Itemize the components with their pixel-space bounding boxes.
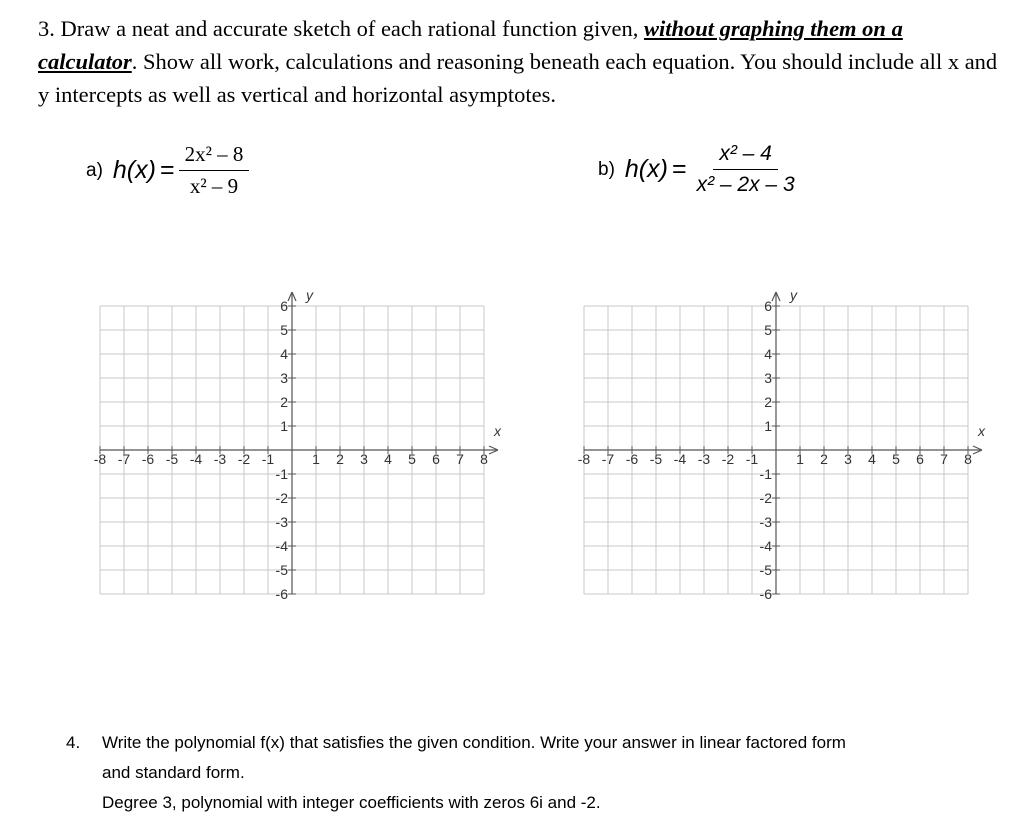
x-tick-label: -8 [93, 451, 107, 467]
x-tick-label: -6 [625, 451, 639, 467]
question-4-line-1: Write the polynomial f(x) that satisfies the given condition. Write your answer in linear factored form [102, 733, 846, 752]
y-tick-label: 5 [280, 322, 288, 338]
x-tick-label: 3 [360, 451, 368, 467]
y-tick-label: 2 [280, 394, 288, 410]
part-a-denominator: x² – 9 [189, 174, 239, 198]
x-tick-label: -7 [601, 451, 615, 467]
y-tick-label: 3 [280, 370, 288, 386]
x-tick-label: 6 [432, 451, 440, 467]
y-tick-label: -5 [759, 562, 772, 578]
x-tick-label: -5 [649, 451, 663, 467]
x-tick-label: 8 [964, 451, 972, 467]
part-b-equals: = [671, 155, 687, 183]
x-tick-label: -3 [697, 451, 711, 467]
question-4-prompt [66, 728, 996, 818]
x-tick-label: -6 [141, 451, 155, 467]
x-tick-label: -7 [117, 451, 131, 467]
x-tick-label: 6 [916, 451, 924, 467]
y-tick-label: 1 [764, 418, 772, 434]
x-tick-label: 7 [456, 451, 464, 467]
x-axis-label: x [494, 423, 501, 439]
x-axis-label: x [978, 423, 985, 439]
part-a-label: a) [86, 159, 103, 181]
question-3-emphasis: without graphing them on a calculator [38, 16, 903, 74]
x-tick-label: -5 [165, 451, 179, 467]
part-a-equals: = [159, 156, 175, 184]
y-tick-label: -5 [275, 562, 288, 578]
part-a-numerator: 2x² – 8 [179, 142, 250, 171]
x-tick-label: 8 [480, 451, 488, 467]
y-tick-label: -2 [759, 490, 772, 506]
part-b-label: b) [598, 158, 615, 180]
x-tick-label: -8 [577, 451, 591, 467]
part-b-function-name: h(x) [624, 155, 668, 183]
part-b-denominator: x² – 2x – 3 [696, 173, 795, 196]
x-tick-label: -2 [237, 451, 251, 467]
x-tick-label: 2 [336, 451, 344, 467]
y-tick-label: 6 [280, 298, 288, 314]
y-tick-label: 1 [280, 418, 288, 434]
x-tick-label: 5 [892, 451, 900, 467]
y-tick-label: -3 [275, 514, 288, 530]
y-tick-label: 3 [764, 370, 772, 386]
y-tick-label: 4 [764, 346, 772, 362]
x-tick-label: 7 [940, 451, 948, 467]
y-tick-label: -2 [275, 490, 288, 506]
y-tick-label: -4 [275, 538, 288, 554]
x-tick-label: 4 [384, 451, 392, 467]
question-4-number: 4. [66, 733, 81, 752]
question-4-line-3: Degree 3, polynomial with integer coefficients with zeros 6i and -2. [102, 793, 601, 812]
y-tick-label: 2 [764, 394, 772, 410]
y-tick-label: 6 [764, 298, 772, 314]
y-tick-label: -4 [759, 538, 772, 554]
question-4-line-2: and standard form. [102, 763, 245, 782]
y-tick-label: -6 [275, 586, 288, 602]
y-tick-label: 4 [280, 346, 288, 362]
question-3-rest: . Show all work, calculations and reasoning beneath each equation. You should include all x and y intercepts as well as vertical and horizontal asymptotes. [38, 49, 998, 107]
y-tick-label: -6 [759, 586, 772, 602]
y-tick-label: -1 [275, 466, 288, 482]
x-tick-label: 2 [820, 451, 828, 467]
y-axis-label: y [790, 287, 797, 303]
y-tick-label: -1 [759, 466, 772, 482]
x-tick-label: -3 [213, 451, 227, 467]
part-a-function-name: h(x) [112, 156, 156, 184]
x-tick-label: 3 [844, 451, 852, 467]
x-tick-label: -4 [189, 451, 203, 467]
x-tick-label: -1 [745, 451, 759, 467]
x-tick-label: -1 [261, 451, 275, 467]
y-tick-label: 5 [764, 322, 772, 338]
question-3-intro: 3. Draw a neat and accurate sketch of each rational function given, [38, 16, 644, 41]
x-tick-label: -4 [673, 451, 687, 467]
x-tick-label: -2 [721, 451, 735, 467]
x-tick-label: 4 [868, 451, 876, 467]
x-tick-label: 1 [312, 451, 320, 467]
part-b-numerator: x² – 4 [713, 142, 778, 170]
y-axis-label: y [306, 287, 313, 303]
y-tick-label: -3 [759, 514, 772, 530]
x-tick-label: 5 [408, 451, 416, 467]
x-tick-label: 1 [796, 451, 804, 467]
